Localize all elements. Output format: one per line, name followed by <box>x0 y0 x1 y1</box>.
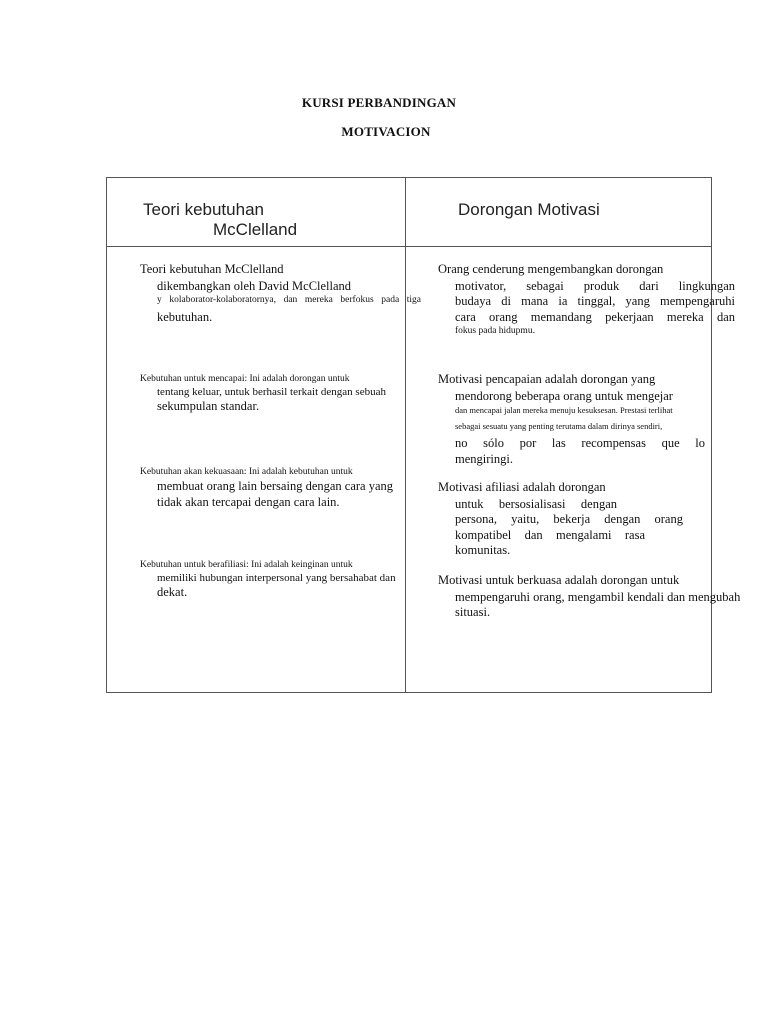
right-item-2-line3: dan mencapai jalan mereka menuju kesuksesan. Prestasi terlihat <box>455 405 673 416</box>
left-item-4-line1: Kebutuhan untuk berafiliasi: Ini adalah keinginan untuk <box>140 560 353 570</box>
header-left-line2: McClelland <box>213 220 298 239</box>
right-item-2-line4: sebagai sesuatu yang penting terutama dalam dirinya sendiri, <box>455 421 663 432</box>
right-item-3-line4: kompatibel dan mengalami rasa <box>455 527 645 542</box>
right-item-3-line3: persona, yaitu, bekerja dengan orang <box>455 512 683 527</box>
left-item-2-line1: Kebutuhan untuk mencapai: Ini adalah dorongan untuk <box>140 374 350 384</box>
right-item-3-line1: Motivasi afiliasi adalah dorongan <box>438 480 606 494</box>
right-item-2-line5: no sólo por las recompensas que lo <box>455 436 705 451</box>
right-item-2-line6: mengiringi. <box>455 451 513 466</box>
document-title: KURSI PERBANDINGAN <box>301 95 457 110</box>
left-item-3 <box>137 465 421 510</box>
left-item-1 <box>137 262 421 326</box>
right-item-1-line3: budaya di mana ia tinggal, yang mempengaruhi <box>455 294 735 309</box>
left-item-3-line1: Kebutuhan akan kekuasaan: Ini adalah kebutuhan untuk <box>140 467 353 477</box>
left-item-1-line3: y kolaborator-kolaboratornya, dan mereka berfokus pada tiga <box>157 295 421 306</box>
right-item-4 <box>435 573 765 621</box>
left-item-3-line3: tidak akan tercapai dengan cara lain. <box>157 494 340 509</box>
right-item-1 <box>435 262 735 338</box>
right-item-3-line5: komunitas. <box>455 543 511 558</box>
left-item-4-line3: dekat. <box>157 585 188 599</box>
left-item-1-line4: kebutuhan. <box>157 310 213 325</box>
left-item-1-line2: dikembangkan oleh David McClelland <box>157 278 352 293</box>
right-item-2-line1: Motivasi pencapaian adalah dorongan yang <box>438 372 656 386</box>
right-item-2 <box>435 372 705 467</box>
left-item-2-line2: tentang keluar, untuk berhasil terkait dengan sebuah <box>157 386 386 398</box>
right-item-1-line5: fokus pada hidupmu. <box>455 326 535 337</box>
left-item-2-line3: sekumpulan standar. <box>157 399 260 413</box>
header-left-line1: Teori kebutuhan <box>143 200 264 219</box>
left-item-2 <box>137 372 421 415</box>
column-divider <box>405 178 406 692</box>
right-item-4-line1: Motivasi untuk berkuasa adalah dorongan untuk <box>438 573 680 587</box>
right-item-1-line2: motivator, sebagai produk dari lingkungan <box>455 278 735 293</box>
comparison-table <box>106 177 741 693</box>
right-item-2-line2: mendorong beberapa orang untuk mengejar <box>455 388 673 403</box>
right-item-3-line2: untuk bersosialisasi dengan <box>455 496 617 511</box>
left-item-4-line2: memiliki hubungan interpersonal yang bersahabat dan <box>157 572 396 584</box>
document-subtitle: MOTIVACION <box>341 124 431 139</box>
right-item-4-line2: mempengaruhi orang, mengambil kendali dan mengubah <box>455 589 741 604</box>
left-item-4 <box>137 558 421 601</box>
left-item-3-line2: membuat orang lain bersaing dengan cara yang <box>157 479 394 493</box>
right-item-4-line3: situasi. <box>455 605 491 620</box>
right-item-1-line4: cara orang memandang pekerjaan mereka dan <box>455 309 735 324</box>
header-divider <box>107 246 711 247</box>
header-right: Dorongan Motivasi <box>458 200 600 219</box>
right-item-1-line1: Orang cenderung mengembangkan dorongan <box>438 262 664 276</box>
left-item-1-line1: Teori kebutuhan McClelland <box>140 262 284 276</box>
right-item-3 <box>435 480 683 559</box>
